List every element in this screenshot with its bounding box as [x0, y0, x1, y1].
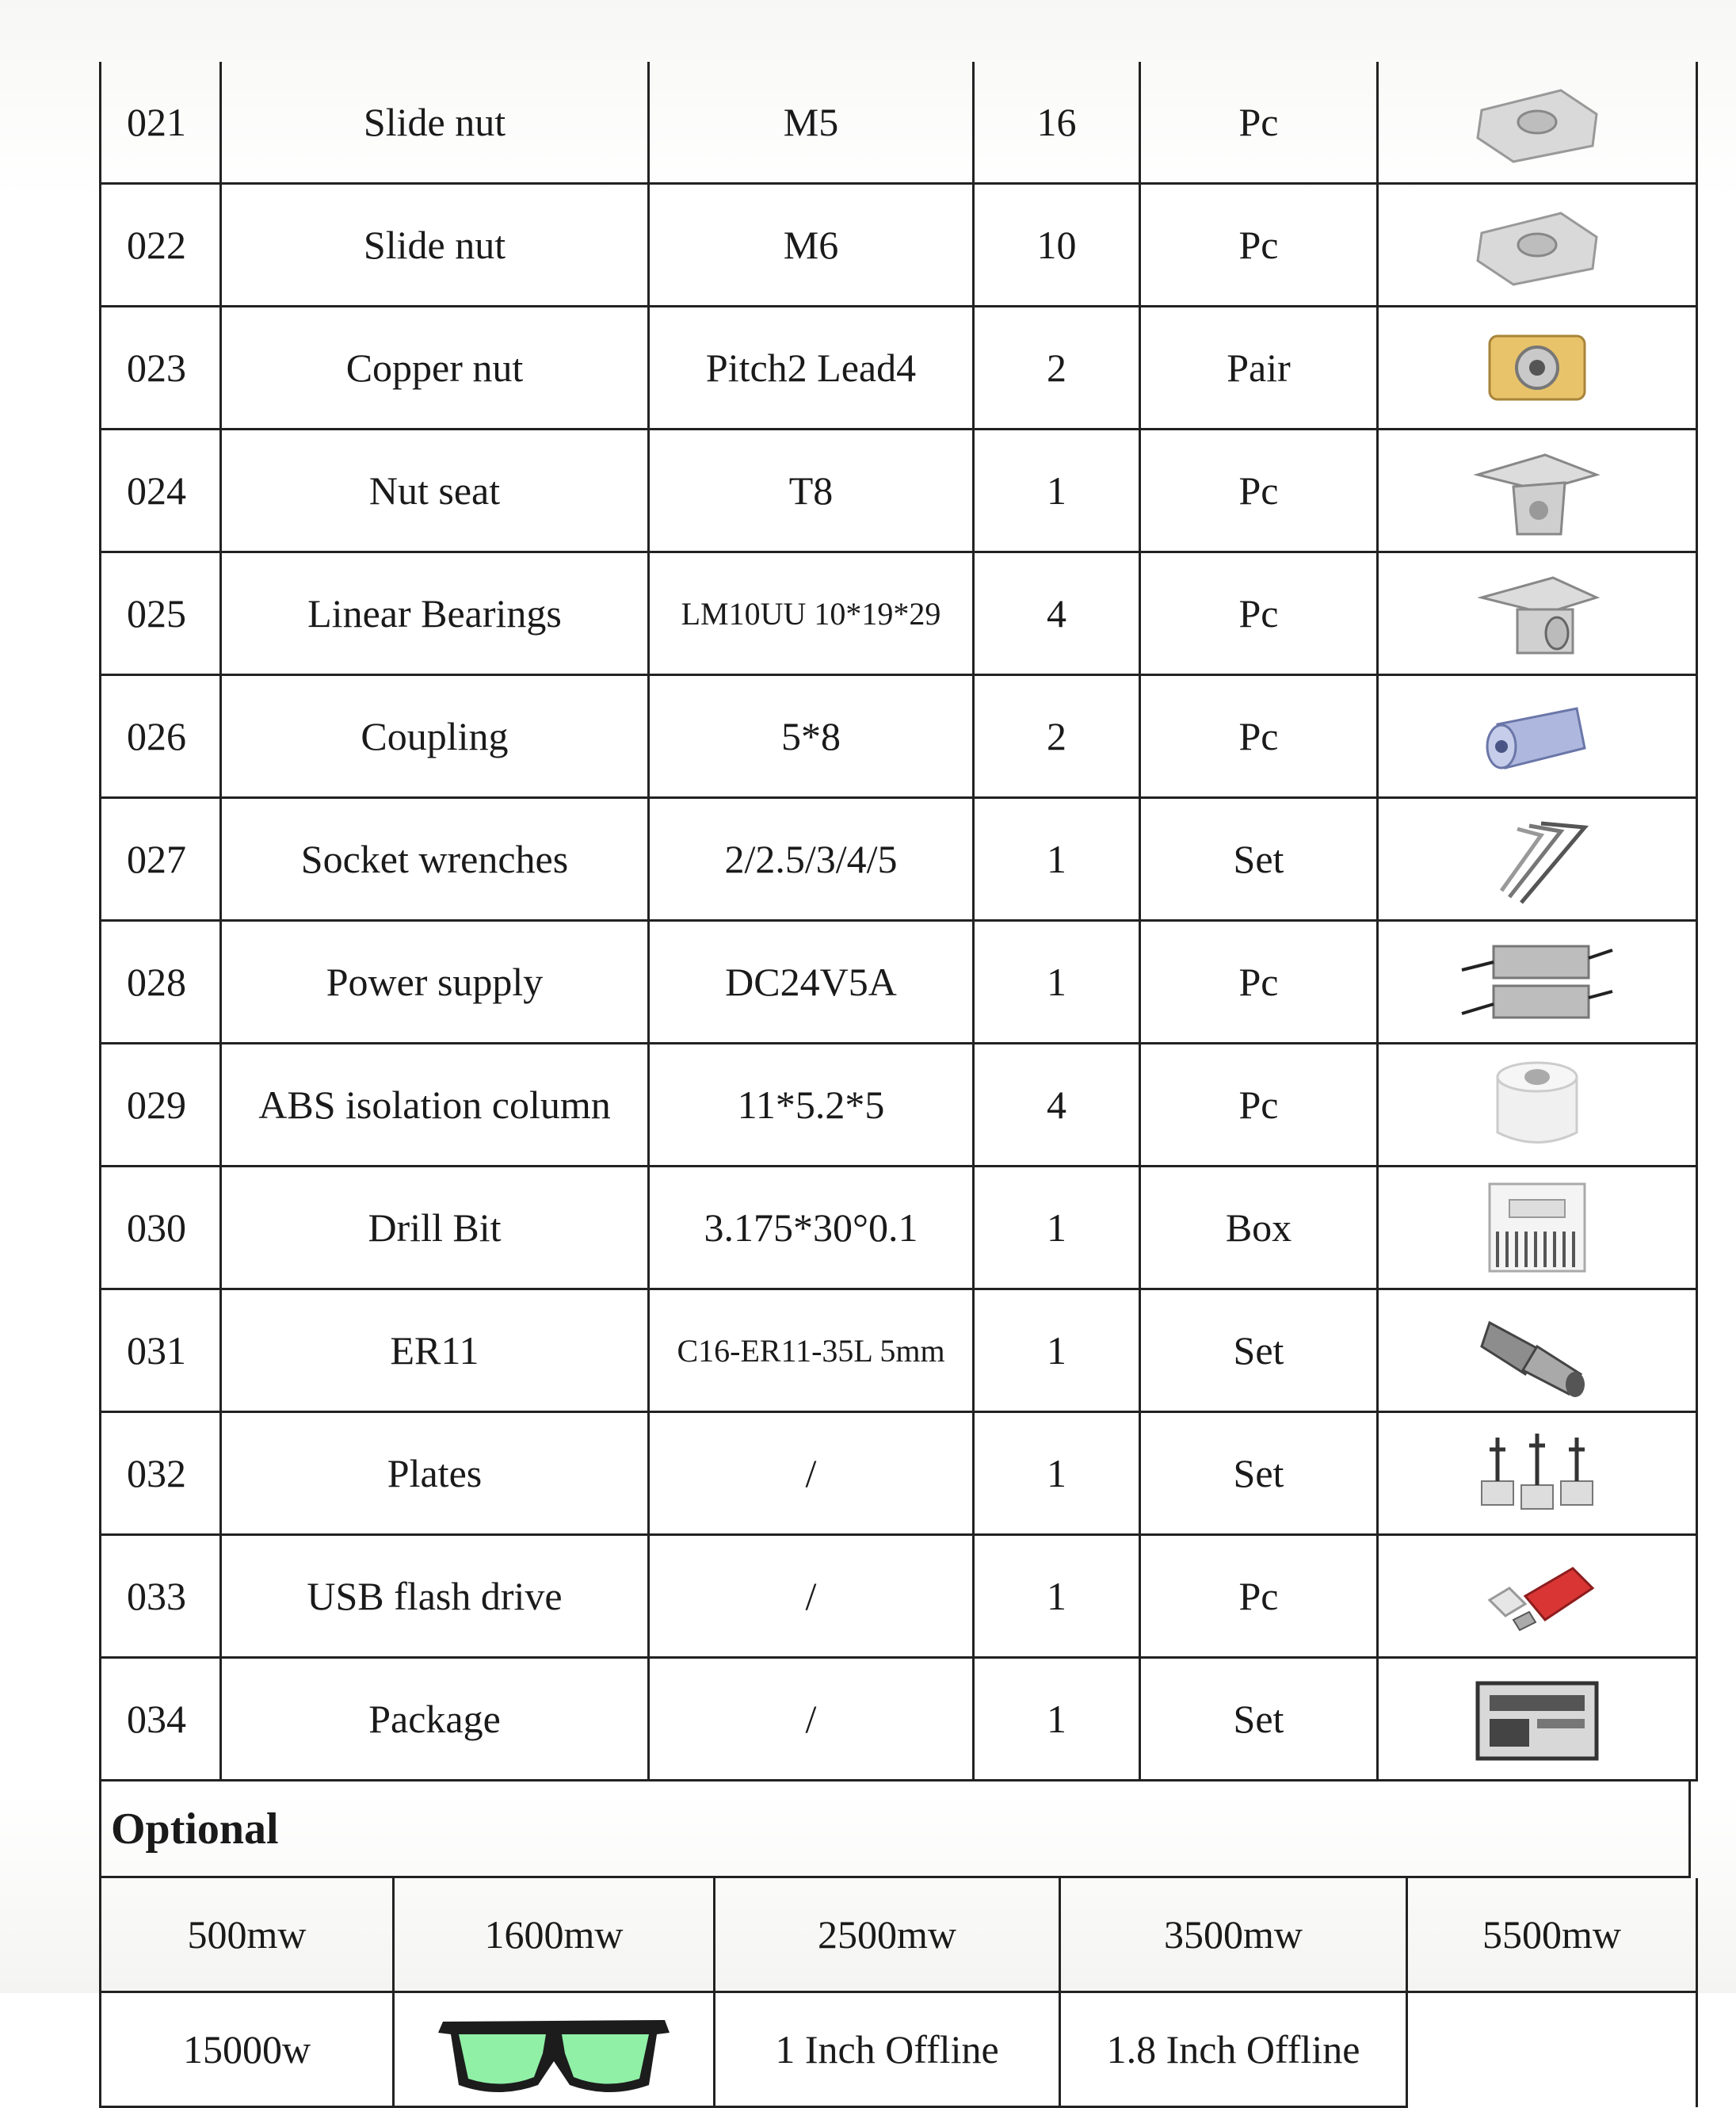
usb-drive-icon — [1383, 1552, 1691, 1640]
part-spec: M6 — [649, 184, 974, 307]
optional-row-accessories — [101, 1992, 1697, 2107]
parts-row — [101, 1167, 1697, 1289]
part-name: Nut seat — [221, 430, 649, 552]
copper-nut-icon — [1383, 320, 1691, 415]
part-number: 034 — [101, 1658, 221, 1781]
part-image-cell — [1378, 1412, 1697, 1535]
part-quantity: 1 — [974, 798, 1140, 921]
parts-row — [101, 798, 1697, 921]
part-spec: 11*5.2*5 — [649, 1044, 974, 1167]
part-unit: Pc — [1140, 552, 1378, 675]
part-number: 029 — [101, 1044, 221, 1167]
optional-1-inch-offline: 1 Inch Offline — [715, 1992, 1060, 2107]
part-unit: Box — [1140, 1167, 1378, 1289]
part-unit: Pc — [1140, 921, 1378, 1044]
part-number: 027 — [101, 798, 221, 921]
power-supply-icon — [1383, 934, 1691, 1029]
safety-goggles-icon — [435, 1998, 673, 2101]
optional-goggles-cell — [394, 1992, 715, 2107]
part-quantity: 1 — [974, 1658, 1140, 1781]
part-name: Plates — [221, 1412, 649, 1535]
parts-row — [101, 675, 1697, 798]
optional-title: Optional — [111, 1804, 279, 1854]
part-name: Package — [221, 1658, 649, 1781]
parts-table — [99, 62, 1698, 1781]
part-image-cell — [1378, 552, 1697, 675]
part-quantity: 1 — [974, 1535, 1140, 1658]
part-image-cell — [1378, 921, 1697, 1044]
slide-nut-icon — [1383, 78, 1691, 166]
part-unit: Pc — [1140, 62, 1378, 184]
part-quantity: 4 — [974, 552, 1140, 675]
hex-key-icon — [1383, 812, 1691, 907]
optional-3500mw: 3500mw — [1060, 1878, 1407, 1992]
part-spec: M5 — [649, 62, 974, 184]
part-name: Slide nut — [221, 184, 649, 307]
part-unit: Set — [1140, 798, 1378, 921]
parts-row — [101, 307, 1697, 430]
part-unit: Pc — [1140, 1044, 1378, 1167]
part-number: 033 — [101, 1535, 221, 1658]
part-name: Drill Bit — [221, 1167, 649, 1289]
part-image-cell — [1378, 675, 1697, 798]
part-quantity: 16 — [974, 62, 1140, 184]
part-name: Power supply — [221, 921, 649, 1044]
part-quantity: 1 — [974, 430, 1140, 552]
part-number: 028 — [101, 921, 221, 1044]
part-unit: Set — [1140, 1412, 1378, 1535]
optional-1600mw: 1600mw — [394, 1878, 715, 1992]
parts-row — [101, 430, 1697, 552]
part-name: ER11 — [221, 1289, 649, 1412]
part-name: Slide nut — [221, 62, 649, 184]
part-image-cell — [1378, 1289, 1697, 1412]
slide-nut-icon — [1383, 201, 1691, 288]
part-number: 026 — [101, 675, 221, 798]
optional-15000w: 15000w — [101, 1992, 394, 2107]
part-number: 021 — [101, 62, 221, 184]
parts-row — [101, 1289, 1697, 1412]
parts-row — [101, 1658, 1697, 1781]
part-name: Coupling — [221, 675, 649, 798]
part-unit: Set — [1140, 1658, 1378, 1781]
part-quantity: 2 — [974, 307, 1140, 430]
coupling-icon — [1383, 693, 1691, 780]
optional-500mw: 500mw — [101, 1878, 394, 1992]
part-image-cell — [1378, 184, 1697, 307]
part-number: 031 — [101, 1289, 221, 1412]
optional-row-power — [101, 1878, 1697, 1992]
part-number: 032 — [101, 1412, 221, 1535]
part-image-cell — [1378, 62, 1697, 184]
linear-bearing-icon — [1383, 566, 1691, 661]
part-spec: / — [649, 1412, 974, 1535]
optional-5500mw: 5500mw — [1407, 1878, 1697, 1992]
clamp-plates-icon — [1383, 1426, 1691, 1521]
part-spec: / — [649, 1658, 974, 1781]
part-number: 030 — [101, 1167, 221, 1289]
part-spec: DC24V5A — [649, 921, 974, 1044]
optional-table — [99, 1878, 1698, 2108]
parts-row — [101, 1412, 1697, 1535]
part-unit: Pc — [1140, 675, 1378, 798]
part-image-cell — [1378, 1658, 1697, 1781]
part-unit: Pair — [1140, 307, 1378, 430]
optional-1-8-inch-offline: 1.8 Inch Offline — [1060, 1992, 1407, 2107]
parts-row — [101, 1535, 1697, 1658]
er11-collet-icon — [1383, 1299, 1691, 1402]
part-name: Copper nut — [221, 307, 649, 430]
part-name: Socket wrenches — [221, 798, 649, 921]
part-spec: 5*8 — [649, 675, 974, 798]
part-spec: 3.175*30°0.1 — [649, 1167, 974, 1289]
part-quantity: 1 — [974, 1167, 1140, 1289]
part-spec: 2/2.5/3/4/5 — [649, 798, 974, 921]
part-image-cell — [1378, 430, 1697, 552]
part-name: Linear Bearings — [221, 552, 649, 675]
part-unit: Pc — [1140, 430, 1378, 552]
part-name: ABS isolation column — [221, 1044, 649, 1167]
isolation-column-icon — [1383, 1053, 1691, 1156]
parts-row — [101, 62, 1697, 184]
part-name: USB flash drive — [221, 1535, 649, 1658]
part-quantity: 1 — [974, 1289, 1140, 1412]
part-image-cell — [1378, 798, 1697, 921]
part-spec: C16-ER11-35L 5mm — [649, 1289, 974, 1412]
part-number: 022 — [101, 184, 221, 307]
part-number: 024 — [101, 430, 221, 552]
optional-empty-cell — [1407, 1992, 1697, 2107]
part-spec: / — [649, 1535, 974, 1658]
part-unit: Pc — [1140, 1535, 1378, 1658]
part-image-cell — [1378, 307, 1697, 430]
part-quantity: 10 — [974, 184, 1140, 307]
part-quantity: 1 — [974, 1412, 1140, 1535]
part-unit: Pc — [1140, 184, 1378, 307]
parts-row — [101, 184, 1697, 307]
drill-bit-box-icon — [1383, 1176, 1691, 1279]
part-quantity: 2 — [974, 675, 1140, 798]
part-image-cell — [1378, 1535, 1697, 1658]
optional-2500mw: 2500mw — [715, 1878, 1060, 1992]
parts-row — [101, 921, 1697, 1044]
part-spec: LM10UU 10*19*29 — [649, 552, 974, 675]
parts-row — [101, 552, 1697, 675]
part-spec: T8 — [649, 430, 974, 552]
part-quantity: 1 — [974, 921, 1140, 1044]
part-quantity: 4 — [974, 1044, 1140, 1167]
part-spec: Pitch2 Lead4 — [649, 307, 974, 430]
parts-row — [101, 1044, 1697, 1167]
nut-seat-icon — [1383, 443, 1691, 538]
optional-section-title — [99, 1781, 1691, 1878]
parts-list-sheet — [99, 62, 1696, 2108]
part-unit: Set — [1140, 1289, 1378, 1412]
part-number: 023 — [101, 307, 221, 430]
part-image-cell — [1378, 1167, 1697, 1289]
package-box-icon — [1383, 1671, 1691, 1766]
part-number: 025 — [101, 552, 221, 675]
part-image-cell — [1378, 1044, 1697, 1167]
